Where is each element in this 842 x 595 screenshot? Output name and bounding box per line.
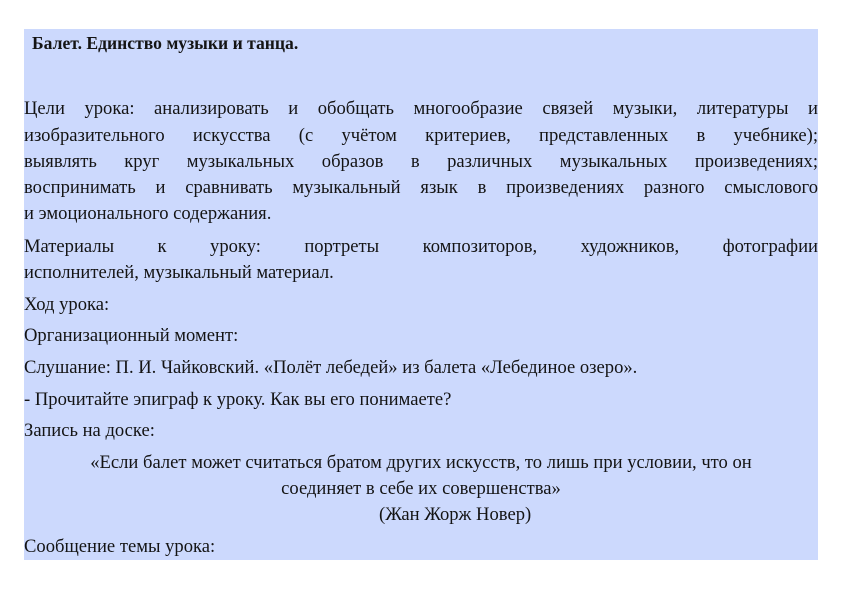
lesson-title: Балет. Единство музыки и танца. [32,33,299,53]
quote-line-1: «Если балет может считаться братом других искусств, то лишь при условии, что он [90,452,752,473]
quote-line-2: соединяет в себе их совершенства» [281,478,561,499]
quote-author: (Жан Жорж Новер) [379,504,532,525]
topic-message: Сообщение темы урока: [24,536,216,557]
lesson-plan-panel [24,29,818,560]
question-line: - Прочитайте эпиграф к уроку. Как вы его понимаете? [24,389,452,410]
lesson-flow-heading: Ход урока: [24,294,110,315]
goals-line-2: изобразительного искусства (с учётом критериев, представленных в учебнике); [24,125,818,146]
goals-line-1: Цели урока: анализировать и обобщать многообразие связей музыки, литературы и [24,98,818,119]
board-note: Запись на доске: [24,420,155,441]
goals-line-4: воспринимать и сравнивать музыкальный язык в произведениях разного смыслового [24,177,818,198]
materials-line-2: исполнителей, музыкальный материал. [24,262,334,283]
goals-line-3: выявлять круг музыкальных образов в различных музыкальных произведениях; [24,151,818,172]
goals-line-5: и эмоционального содержания. [24,203,272,224]
materials-line-1: Материалы к уроку: портреты композиторов, художников, фотографии [24,236,818,257]
org-moment: Организационный момент: [24,325,239,346]
listening-line: Слушание: П. И. Чайковский. «Полёт лебедей» из балета «Лебединое озеро». [24,357,638,378]
